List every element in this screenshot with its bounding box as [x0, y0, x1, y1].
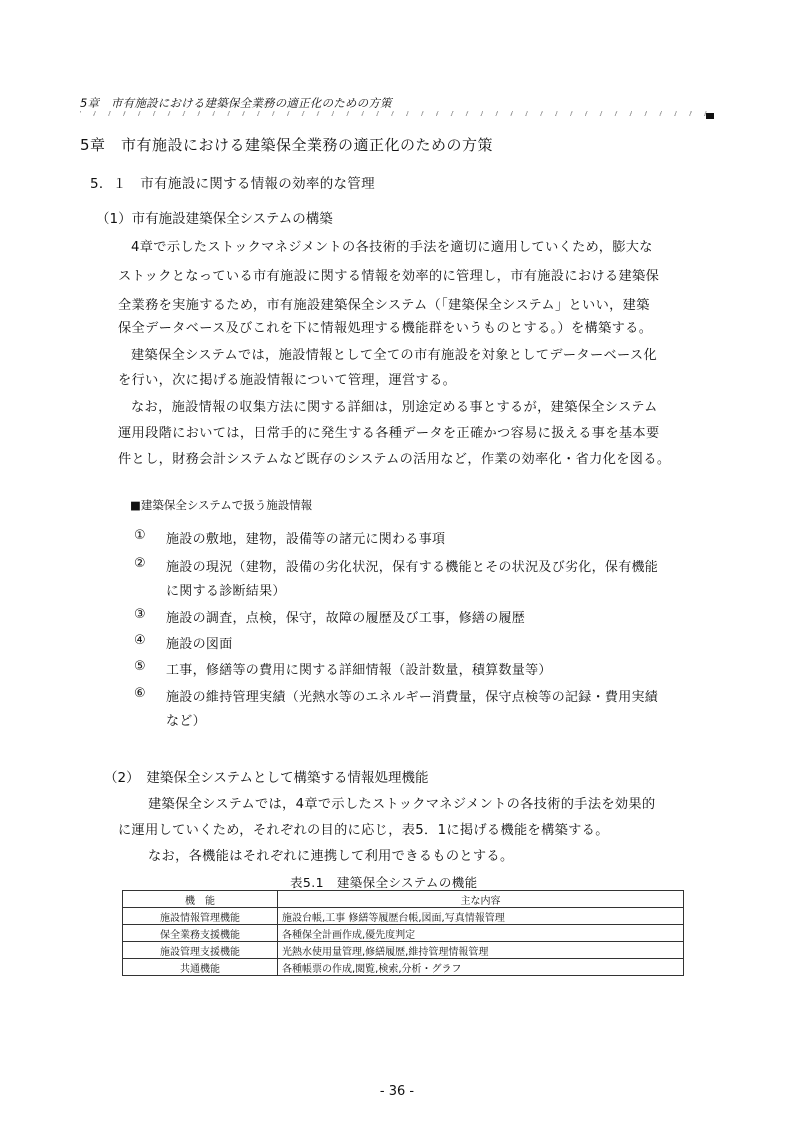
paragraph-line: に運用していくため，それぞれの目的に応じ，表5．1に掲げる機能を構築する。 [118, 823, 609, 838]
header-rule [80, 111, 710, 116]
list-item-number: ② [134, 556, 146, 571]
list-item-text: 施設の図面 [166, 637, 233, 652]
paragraph-line: 4章で示したストックマネジメントの各技術的手法を適切に適用していくため，膨大な [131, 240, 653, 255]
table-row [123, 959, 684, 976]
table-cell-function: 施設管理支援機能 [123, 942, 278, 959]
chapter-title: 5章 市有施設における建築保全業務の適正化のための方策 [80, 136, 494, 154]
table-row [123, 942, 684, 959]
list-item-number: ⑤ [134, 659, 146, 674]
table-cell-content: 施設台帳,工事 修繕等履歴台帳,図面,写真情報管理 [278, 908, 684, 925]
paragraph-line: 全業務を実施するため，市有施設建築保全システム（「建築保全システム」といい，建築 [118, 298, 650, 313]
list-item-text: 施設の調査，点検，保守，故障の履歴及び工事，修繕の履歴 [166, 611, 526, 626]
header-end-mark [706, 113, 714, 119]
paragraph-line: ストックとなっている市有施設に関する情報を効率的に管理し，市有施設における建築保 [118, 269, 660, 284]
list-item-text: 施設の維持管理実績（光熱水等のエネルギー消費量，保守点検等の記録・費用実績 [166, 690, 659, 705]
table-header-function: 機 能 [123, 891, 278, 908]
paragraph-line: なお，各機能はそれぞれに連携して利用できるものとする。 [148, 849, 514, 864]
paragraph-line: 建築保全システムでは，4章で示したストックマネジメントの各技術的手法を効果的 [148, 797, 656, 812]
table-cell-content: 各種保全計画作成,優先度判定 [278, 925, 684, 942]
paragraph-line: を行い，次に掲げる施設情報について管理，運営する。 [118, 373, 457, 388]
table-header-content: 主な内容 [278, 891, 684, 908]
table-row [123, 925, 684, 942]
table-row [123, 908, 684, 925]
list-item-text: 施設の現況（建物，設備の劣化状況，保有する機能とその状況及び劣化，保有機能 [166, 560, 659, 575]
list-item-number: ④ [134, 633, 146, 648]
paragraph-line: なお，施設情報の収集方法に関する詳細は，別途定める事とするが，建築保全システム [131, 400, 658, 415]
table-cell-function: 保全業務支援機能 [123, 925, 278, 942]
list-item-number: ③ [134, 607, 146, 622]
subsection-2-title: （2） 建築保全システムとして構築する情報処理機能 [104, 770, 429, 786]
running-header: 5章 市有施設における建築保全業務の適正化のための方策 [80, 96, 392, 110]
table-header-row [123, 891, 684, 908]
facility-info-header: ■建築保全システムで扱う施設情報 [130, 498, 313, 512]
subsection-1-title: （1）市有施設建築保全システムの構築 [96, 211, 333, 227]
paragraph-line: 保全データベース及びこれを下に情報処理する機能群をいうものとする。）を構築する。 [118, 321, 653, 336]
list-item-text: 施設の敷地，建物，設備等の諸元に関わる事項 [166, 532, 446, 547]
list-item-text: に関する診断結果） [166, 584, 286, 599]
table-cell-function: 共通機能 [123, 959, 278, 976]
list-item-number: ① [134, 528, 146, 543]
page-number: - 36 - [379, 1084, 415, 1099]
table-caption: 表5.1 建築保全システムの機能 [290, 875, 478, 890]
paragraph-line: 件とし，財務会計システムなど既存のシステムの活用など，作業の効率化・省力化を図る。 [118, 452, 671, 467]
section-title: 5．１ 市有施設に関する情報の効率的な管理 [90, 176, 375, 192]
paragraph-line: 建築保全システムでは，施設情報として全ての市有施設を対象としてデーターベース化 [131, 348, 657, 363]
list-item-text: 工事，修繕等の費用に関する詳細情報（設計数量，積算数量等） [166, 663, 552, 678]
table-cell-content: 各種帳票の作成,閲覧,検索,分析・グラフ [278, 959, 684, 976]
table-cell-content: 光熱水使用量管理,修繕履歴,維持管理情報管理 [278, 942, 684, 959]
list-item-number: ⑥ [134, 686, 146, 701]
list-item-text: など） [166, 714, 206, 729]
functions-table [122, 890, 684, 976]
table-cell-function: 施設情報管理機能 [123, 908, 278, 925]
paragraph-line: 運用段階においては，日常手的に発生する各種データを正確かつ容易に扱える事を基本要 [118, 426, 660, 441]
